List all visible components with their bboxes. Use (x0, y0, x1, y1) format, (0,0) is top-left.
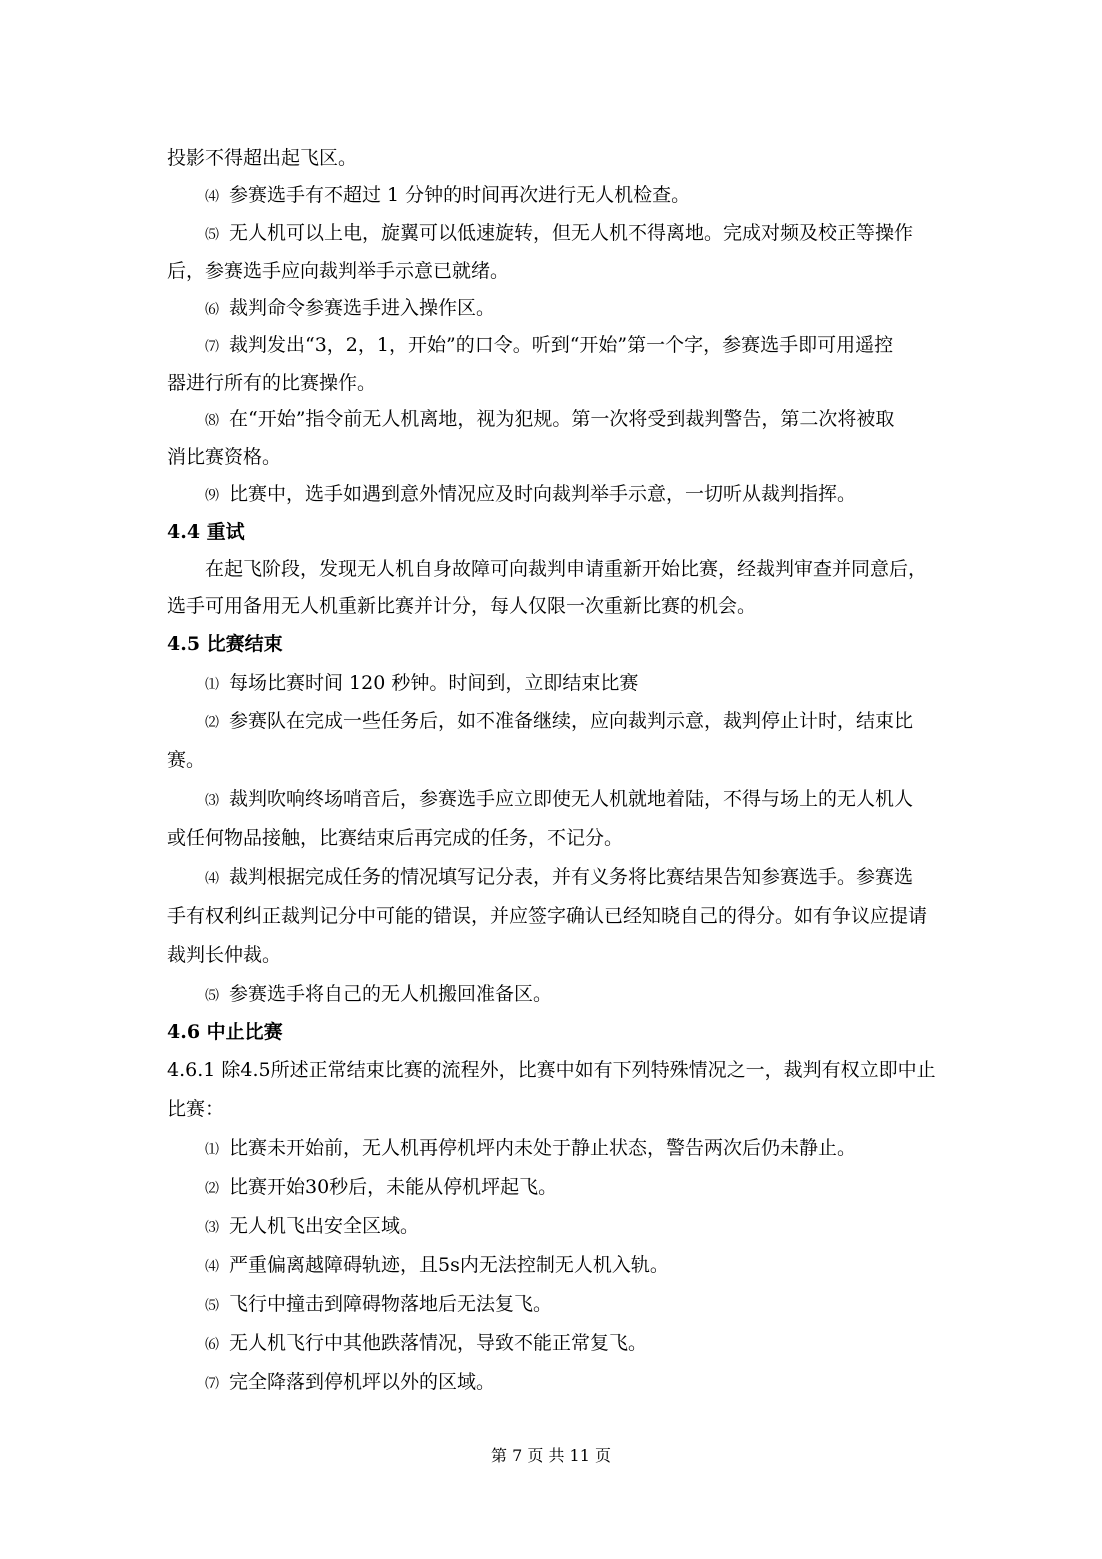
item-text-continuation: 消比赛资格。 (167, 446, 282, 468)
list-item (205, 865, 913, 891)
item-text: 参赛选手将自己的无人机搬回准备区。 (229, 983, 553, 1005)
continuation-line: 投影不得超出起飞区。 (167, 147, 358, 169)
item-text: 在“开始”指令前无人机离地，视为犯规。第一次将受到裁判警告，第二次将被取 (229, 408, 895, 430)
item-number: ⑺ (205, 339, 219, 355)
item-text: 无人机飞行中其他跌落情况，导致不能正常复飞。 (229, 1332, 648, 1354)
paragraph-line: 在起飞阶段，发现无人机自身故障可向裁判申请重新开始比赛，经裁判审查并同意后， (205, 558, 928, 580)
item-text-continuation: 裁判长仲裁。 (167, 944, 282, 966)
item-text-continuation: 器进行所有的比赛操作。 (167, 372, 377, 394)
item-text: 无人机飞出安全区域。 (229, 1215, 420, 1237)
item-number: ⑷ (205, 871, 219, 887)
item-number: ⑵ (205, 1181, 219, 1197)
item-number: ⑻ (205, 413, 219, 429)
page-footer: 第 7 页 共 11 页 (491, 1446, 611, 1465)
item-text-continuation: 后，参赛选手应向裁判举手示意已就绪。 (167, 260, 510, 282)
section-heading-4-4: 4.4 重试 (167, 521, 245, 543)
list-item (205, 1292, 552, 1318)
item-number: ⑼ (205, 488, 219, 504)
item-text: 比赛未开始前，无人机再停机坪内未处于静止状态，警告两次后仍未静止。 (229, 1137, 857, 1159)
item-number: ⑴ (205, 677, 219, 693)
list-item (205, 1331, 647, 1357)
list-item (205, 1136, 856, 1162)
list-item (205, 296, 495, 322)
section-heading-4-5: 4.5 比赛结束 (167, 633, 283, 655)
list-item (205, 407, 894, 433)
item-number: ⑴ (205, 1142, 219, 1158)
item-text: 严重偏离越障碍轨迹，且5s内无法控制无人机入轨。 (229, 1254, 669, 1276)
item-number: ⑹ (205, 1337, 219, 1353)
list-item (205, 671, 638, 697)
item-text-continuation: 赛。 (167, 749, 206, 771)
paragraph-line: 选手可用备用无人机重新比赛并计分，每人仅限一次重新比赛的机会。 (167, 595, 757, 617)
item-text: 裁判根据完成任务的情况填写记分表，并有义务将比赛结果告知参赛选手。参赛选 (229, 866, 914, 888)
item-text: 无人机可以上电，旋翼可以低速旋转，但无人机不得离地。完成对频及校正等操作 (229, 222, 914, 244)
item-number: ⑸ (205, 988, 219, 1004)
item-text: 参赛队在完成一些任务后，如不准备继续，应向裁判示意，裁判停止计时，结束比 (229, 710, 914, 732)
item-number: ⑹ (205, 302, 219, 318)
item-number: ⑸ (205, 227, 219, 243)
list-item (205, 1370, 495, 1396)
item-number: ⑷ (205, 189, 219, 205)
list-item (205, 1253, 669, 1279)
item-text: 完全降落到停机坪以外的区域。 (229, 1371, 496, 1393)
list-item (205, 982, 552, 1008)
list-item (205, 787, 913, 813)
item-text: 比赛中，选手如遇到意外情况应及时向裁判举手示意，一切听从裁判指挥。 (229, 483, 857, 505)
list-item (205, 1175, 557, 1201)
list-item (205, 183, 690, 209)
section-heading-4-6: 4.6 中止比赛 (167, 1021, 283, 1043)
item-text: 裁判发出“3，2，1，开始”的口令。听到“开始”第一个字，参赛选手即可用遥控 (229, 334, 894, 356)
item-text: 每场比赛时间 120 秒钟。时间到，立即结束比赛 (229, 672, 639, 694)
item-number: ⑸ (205, 1298, 219, 1314)
item-number: ⑷ (205, 1259, 219, 1275)
list-item (205, 221, 913, 247)
item-number: ⑺ (205, 1376, 219, 1392)
list-item (205, 482, 856, 508)
list-item (205, 333, 893, 359)
item-text: 裁判吹响终场哨音后，参赛选手应立即使无人机就地着陆，不得与场上的无人机人 (229, 788, 914, 810)
item-number: ⑶ (205, 1220, 219, 1236)
list-item (205, 1214, 419, 1240)
list-item (205, 709, 913, 735)
item-text: 飞行中撞击到障碍物落地后无法复飞。 (229, 1293, 553, 1315)
item-text: 裁判命令参赛选手进入操作区。 (229, 297, 496, 319)
item-text: 参赛选手有不超过 1 分钟的时间再次进行无人机检查。 (229, 184, 691, 206)
item-text-continuation: 手有权利纠正裁判记分中可能的错误，并应签字确认已经知晓自己的得分。如有争议应提请 (167, 905, 928, 927)
item-number: ⑵ (205, 715, 219, 731)
item-number: ⑶ (205, 793, 219, 809)
item-text-continuation: 或任何物品接触，比赛结束后再完成的任务，不记分。 (167, 827, 624, 849)
paragraph-line: 比赛： (167, 1098, 225, 1120)
item-text: 比赛开始30秒后，未能从停机坪起飞。 (229, 1176, 558, 1198)
paragraph-line: 4.6.1 除4.5所述正常结束比赛的流程外，比赛中如有下列特殊情况之一，裁判有权立即中止 (167, 1059, 936, 1081)
